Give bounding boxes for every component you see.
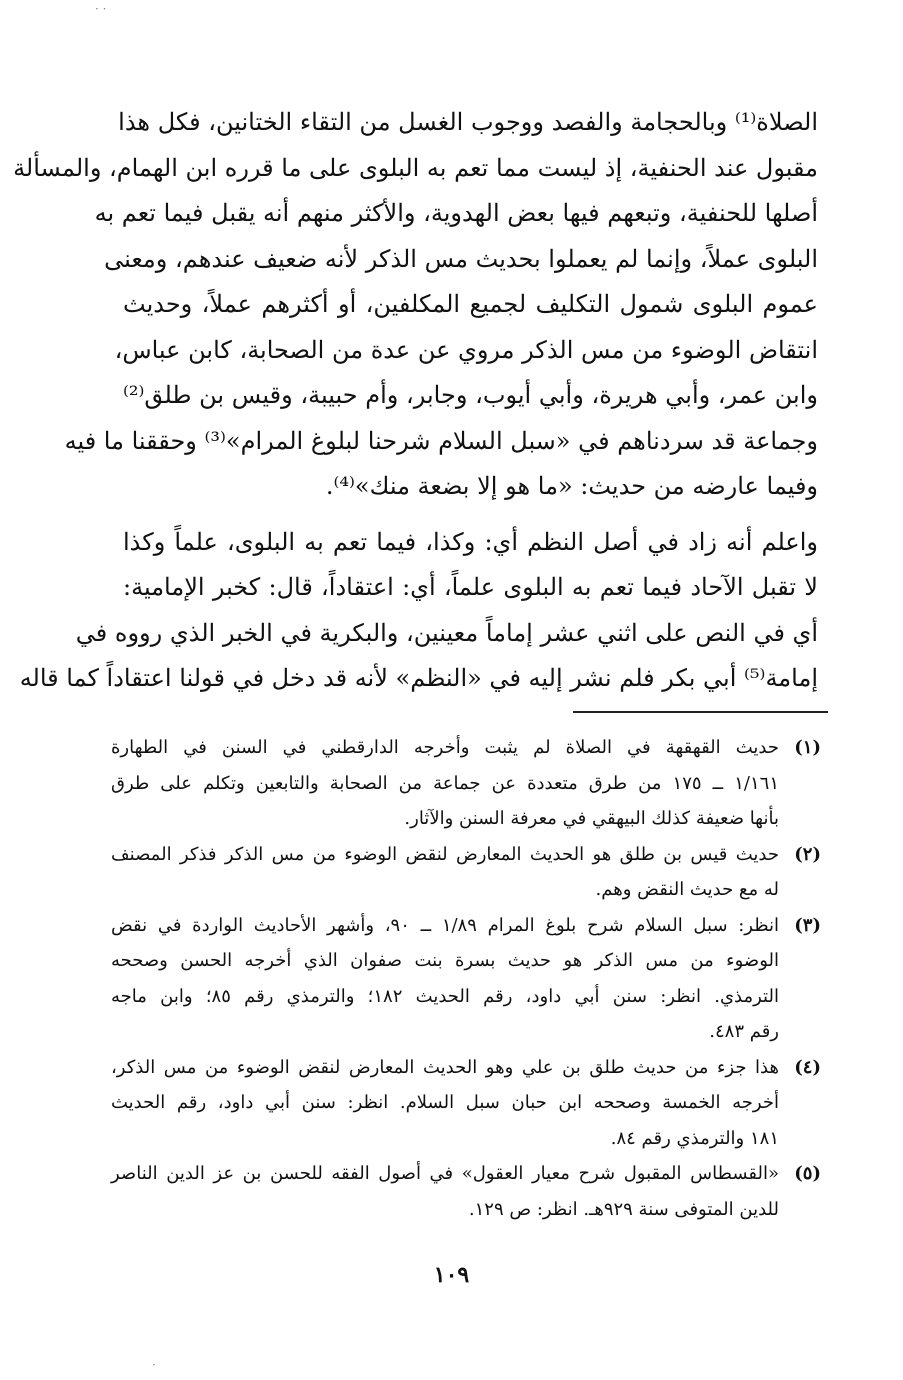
footnote-line: ١٨١ والترمذي رقم ٨٤. — [610, 1127, 779, 1149]
footnote-line: أخرجه الخمسة وصححه ابن حبان سبل السلام. انظر: سنن أبي داود، رقم الحديث — [111, 1092, 779, 1113]
text-line: عموم البلوى شمول التكليف لجميع المكلفين، أو أكثرهم عملاً، وحديث — [123, 290, 819, 318]
scan-speck: · — [152, 1358, 156, 1372]
footnote-line: الترمذي. انظر: سنن أبي داود، رقم الحديث ١٨٢؛ والترمذي رقم ٨٥؛ وابن ماجه — [111, 985, 779, 1007]
text-line: الصلاة⁽¹⁾ وبالحجامة والفصد ووجوب الغسل من التقاء الختانين، فكل هذا — [118, 108, 818, 136]
text-line: وابن عمر، وأبي هريرة، وأبي أيوب، وجابر، وأم حبيبة، وقيس بن طلق⁽²⁾ — [123, 381, 818, 409]
text-line: وفيما عارضه من حديث: «ما هو إلا بضعة منك»⁽⁴⁾. — [325, 472, 818, 500]
text-line: البلوى عملاً، وإنما لم يعملوا بحديث مس الذكر لأنه ضعيف عندهم، ومعنى — [104, 244, 818, 273]
page-number: ١٠٩ — [433, 1262, 470, 1288]
footnote-line: حديث القهقهة في الصلاة لم يثبت وأخرجه الدارقطني في السنن في الطهارة — [111, 737, 779, 758]
text-line: أصلها للحنفية، وتبعهم فيها بعض الهدوية، والأكثر منهم أنه يقبل فيما تعم به — [94, 199, 818, 227]
footnote-1 — [111, 730, 821, 837]
footnote-number: (٣) — [794, 914, 821, 936]
paragraph-2 — [19, 520, 818, 702]
text-line: لا تقبل الآحاد فيما تعم به البلوى علماً، أي: اعتقاداً، قال: كخبر الإمامية: — [123, 573, 818, 601]
footnotes — [111, 730, 821, 1227]
footnote-line: الوضوء من مس الذكر هو حديث بسرة بنت صفوان الذي أخرجه الحسن وصححه — [111, 950, 779, 971]
footnote-line: رقم ٤٨٣. — [709, 1021, 779, 1042]
footnote-separator — [573, 711, 828, 713]
footnote-4 — [111, 1050, 821, 1157]
text-line: انتقاض الوضوء من مس الذكر مروي عن عدة من الصحابة، كابن عباس، — [114, 335, 818, 364]
footnote-number: (٥) — [794, 1163, 821, 1184]
footnote-line: له مع حديث النقض وهم. — [595, 879, 779, 900]
text-line: واعلم أنه زاد في أصل النظم أي: وكذا، فيما تعم به البلوى، علماً وكذا — [123, 527, 818, 556]
footnote-line: للدين المتوفى سنة ٩٢٩هـ. انظر: ص ١٢٩. — [468, 1198, 779, 1220]
text-line: أي في النص على اثني عشر إماماً معينين، والبكرية في الخبر الذي رووه في — [75, 618, 818, 647]
footnote-number: (٤) — [794, 1056, 821, 1078]
footnote-line: حديث قيس بن طلق هو الحديث المعارض لنقض الوضوء من مس الذكر فذكر المصنف — [111, 843, 779, 865]
footnote-number: (١) — [794, 737, 821, 758]
footnote-line: «القسطاس المقبول شرح معيار العقول» في أصول الفقه للحسن بن عز الدين الناصر — [111, 1163, 779, 1184]
footnote-line: بأنها ضعيفة كذلك البيهقي في معرفة السنن والآثار. — [404, 808, 779, 829]
footnote-number: (٢) — [794, 843, 821, 865]
text-line: إمامة⁽⁵⁾ أبي بكر فلم نشر إليه في «النظم» لأنه قد دخل في قولنا اعتقاداً كما قاله — [19, 664, 818, 692]
footnote-line: انظر: سبل السلام شرح بلوغ المرام ١/٨٩ ــ ٩٠، وأشهر الأحاديث الواردة في نقض — [111, 914, 779, 936]
text-line: وجماعة قد سردناهم في «سبل السلام شرحنا لبلوغ المرام»⁽³⁾ وحققنا ما فيه — [64, 426, 818, 455]
footnote-3 — [111, 908, 821, 1050]
footnote-2 — [111, 837, 821, 908]
main-text — [13, 100, 819, 702]
footnote-line: هذا جزء من حديث طلق بن علي وهو الحديث المعارض لنقض الوضوء من مس الذكر، — [111, 1056, 779, 1078]
paragraph-1 — [13, 100, 819, 510]
text-line: مقبول عند الحنفية، إذ ليست مما تعم به البلوى على ما قرره ابن الهمام، والمسألة — [13, 153, 818, 182]
footnote-line: ١/١٦١ ــ ١٧٥ من طرق متعددة عن جماعة من الصحابة والتابعين وتكلم على طرق — [111, 772, 779, 794]
scan-speck: · · — [95, 2, 107, 16]
footnote-5 — [111, 1156, 821, 1227]
